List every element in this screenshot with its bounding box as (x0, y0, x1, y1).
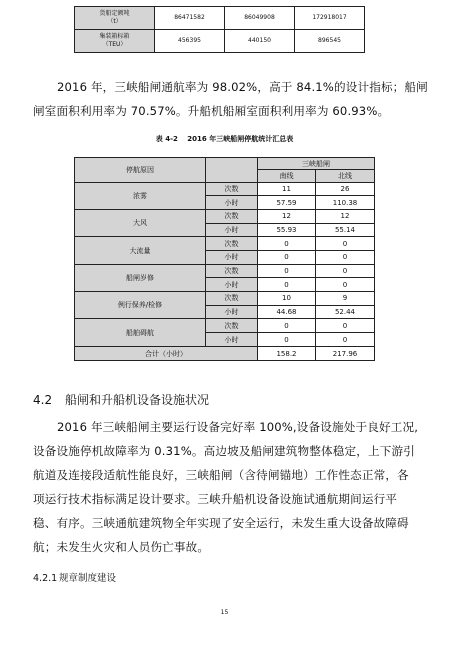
value-cell: 0 (258, 251, 316, 265)
unit-cell: 次数 (206, 319, 258, 333)
text-line: 设备设施停机故障率为 0.31%。高边坡及船闸建筑物整体稳定，上下游引 (33, 444, 415, 458)
unit-cell: 小时 (206, 223, 258, 237)
text-line: 航；未发生火灾和人员伤亡事故。 (33, 540, 210, 554)
value-cell: 0 (258, 237, 316, 251)
reason-cell: 船舶碍航 (75, 319, 206, 346)
header-blank (206, 158, 258, 183)
value-cell: 55.14 (316, 223, 375, 237)
table-cell: 86049908 (225, 7, 295, 30)
value-cell: 0 (258, 278, 316, 292)
unit-cell: 小时 (206, 305, 258, 319)
value-cell: 0 (258, 319, 316, 333)
unit-cell: 小时 (206, 278, 258, 292)
text-line: 航道及连接段适航性能良好，三峡船闸（含待闸锚地）工作性态正常，各 (33, 468, 409, 482)
subsection-number: 4.2.1 (33, 573, 58, 584)
value-cell: 12 (258, 209, 316, 223)
header-north: 北线 (316, 170, 375, 182)
reason-cell: 大风 (75, 209, 206, 236)
unit-cell: 小时 (206, 251, 258, 265)
value-cell: 110.38 (316, 196, 375, 210)
suspension-stats-table (74, 157, 375, 361)
value-cell: 57.59 (258, 196, 316, 210)
section-heading (33, 392, 209, 408)
cargo-volume-table (74, 6, 365, 53)
value-cell: 10 (258, 292, 316, 306)
subsection-heading (33, 572, 116, 586)
table-row (75, 237, 375, 251)
unit-cell: 次数 (206, 182, 258, 196)
page-number: 15 (220, 609, 229, 616)
value-cell: 52.44 (316, 305, 375, 319)
table-row (75, 182, 375, 196)
header-reason: 停航原因 (75, 158, 206, 183)
paragraph-navigation-rate (33, 75, 428, 123)
reason-cell: 浓雾 (75, 182, 206, 209)
value-cell: 44.68 (258, 305, 316, 319)
unit-cell: 次数 (206, 292, 258, 306)
table-cell: 86471582 (155, 7, 225, 30)
table-row (75, 209, 375, 223)
text-line: 2016 年，三峡船闸通航率为 98.02%，高于 84.1%的设计指标；船闸 (57, 80, 428, 94)
value-cell: 26 (316, 182, 375, 196)
table-row (75, 292, 375, 306)
reason-cell: 船闸岁修 (75, 264, 206, 291)
reason-cell: 大流量 (75, 237, 206, 264)
value-cell: 55.93 (258, 223, 316, 237)
text-line: 项运行技术指标满足设计要求。三峡升船机设备设施试通航期间运行平 (33, 492, 398, 506)
unit-cell: 小时 (206, 196, 258, 210)
table-cell: 440150 (225, 30, 295, 53)
unit-cell: 次数 (206, 209, 258, 223)
subsection-title: 规章制度建设 (59, 573, 117, 584)
value-cell: 0 (316, 251, 375, 265)
table-cell: 456395 (155, 30, 225, 53)
section-title: 船闸和升船机设备设施状况 (65, 393, 210, 407)
total-north: 217.96 (316, 346, 375, 361)
table-row (75, 7, 365, 30)
paragraph-equipment-status (33, 415, 417, 559)
value-cell: 0 (316, 319, 375, 333)
table-total-row (75, 346, 375, 361)
text-line: 闸室面积利用率为 70.57%。升船机船厢室面积利用率为 60.93%。 (33, 104, 390, 118)
text-line: 稳、有序。三峡通航建筑物全年实现了安全运行，未发生重大设备故障碍 (33, 516, 409, 530)
value-cell: 0 (258, 333, 316, 347)
value-cell: 0 (316, 333, 375, 347)
header-group: 三峡船闸 (258, 158, 375, 170)
value-cell: 12 (316, 209, 375, 223)
row-label: 集装箱标箱 （TEU） (75, 30, 155, 53)
value-cell: 0 (316, 264, 375, 278)
table-row (75, 30, 365, 53)
row-label: 货船定额吨 （t） (75, 7, 155, 30)
reason-cell: 例行保养/检修 (75, 292, 206, 319)
total-label: 合计（小时） (75, 346, 258, 361)
table-cell: 896545 (295, 30, 365, 53)
section-number: 4.2 (33, 393, 53, 407)
table-header-row (75, 158, 375, 170)
total-south: 158.2 (258, 346, 316, 361)
table-caption: 表 4-2 2016 年三峡船闸停航统计汇总表 (155, 135, 294, 143)
unit-cell: 次数 (206, 237, 258, 251)
value-cell: 0 (316, 278, 375, 292)
header-south: 南线 (258, 170, 316, 182)
value-cell: 0 (258, 264, 316, 278)
table-cell: 172918017 (295, 7, 365, 30)
value-cell: 0 (316, 237, 375, 251)
table-row (75, 264, 375, 278)
value-cell: 9 (316, 292, 375, 306)
table-row (75, 319, 375, 333)
unit-cell: 次数 (206, 264, 258, 278)
text-line: 2016 年三峡船闸主要运行设备完好率 100%,设备设施处于良好工况, (57, 420, 419, 434)
value-cell: 11 (258, 182, 316, 196)
unit-cell: 小时 (206, 333, 258, 347)
